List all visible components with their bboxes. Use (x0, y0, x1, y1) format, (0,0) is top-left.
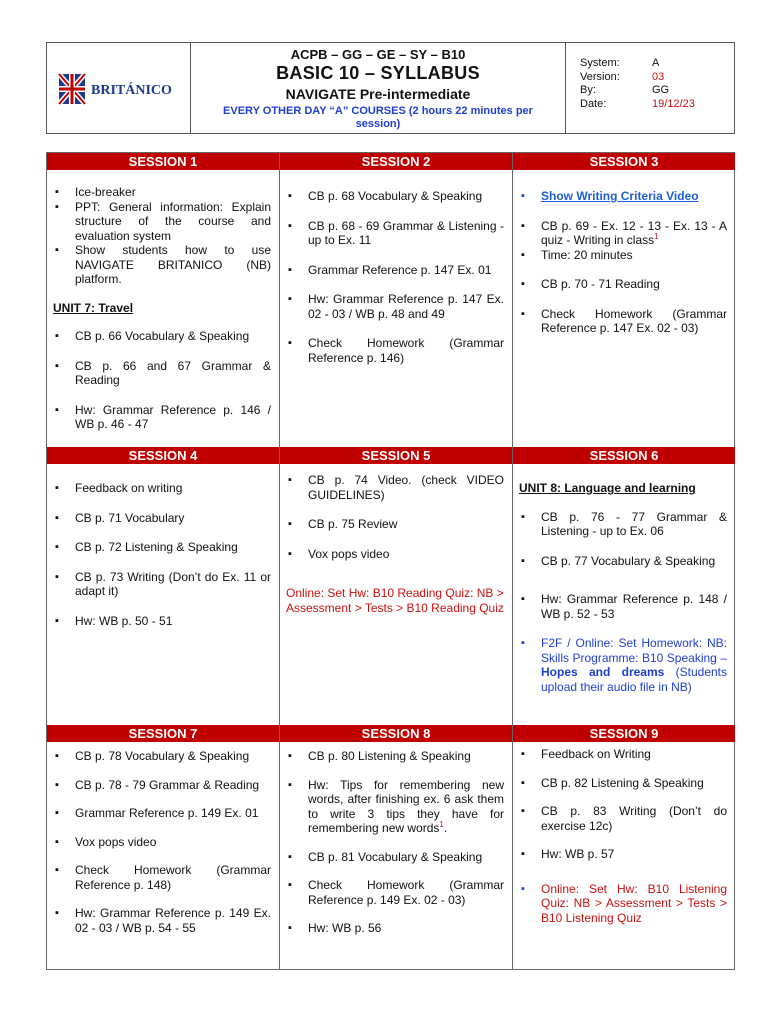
session-6-content (513, 481, 735, 694)
meta-cell (565, 43, 734, 133)
list-item: ▪ CB p. 75 Review (280, 517, 512, 532)
list-item: ▪ CB p. 72 Listening & Speaking (47, 540, 279, 555)
list-item: ▪ CB p. 80 Listening & Speaking (280, 749, 512, 764)
list-item: ▪ CB p. 70 - 71 Reading (513, 277, 735, 292)
list-item: ▪ Hw: Grammar Reference p. 149 Ex. 02 - 03 / WB p. 54 - 55 (47, 906, 279, 935)
session-9-content (513, 747, 735, 925)
document-code: ACPB – GG – GE – SY – B10 (290, 47, 466, 62)
list-item: ▪ Hw: WB p. 50 - 51 (47, 614, 279, 629)
session-6-header: SESSION 6 (513, 447, 735, 464)
list-item: ▪ Hw: Grammar Reference p. 146 / WB p. 46 - 47 (47, 403, 279, 432)
item-text: Hw: Tips for remembering new words, after finishing ex. 6 ask them to write 3 tips they have for remembering new words (308, 777, 504, 835)
session-7-header: SESSION 7 (47, 725, 279, 742)
meta-value: GG (652, 84, 670, 96)
logo-text: BRITÁNICO (91, 83, 172, 98)
session-3-content (513, 189, 735, 336)
list-item: ▪ CB p. 78 Vocabulary & Speaking (47, 749, 279, 764)
list-item: ▪ Check Homework (Grammar Reference p. 149 Ex. 02 - 03) (280, 878, 512, 907)
logo-cell (47, 43, 191, 133)
meta-table (580, 57, 712, 111)
session-4-header: SESSION 4 (47, 447, 279, 464)
list-item: ▪ CB p. 82 Listening & Speaking (513, 776, 735, 791)
list-item: ▪ Vox pops video (47, 835, 279, 850)
list-item: ▪ Check Homework (Grammar Reference p. 146) (280, 336, 512, 365)
item-text-end: . (443, 821, 448, 835)
session-5-header: SESSION 5 (280, 447, 512, 464)
session-3-header: SESSION 3 (513, 153, 735, 170)
britanico-logo (57, 71, 182, 107)
meta-label: System: (580, 57, 620, 69)
meta-label: Version: (580, 70, 620, 83)
session-1-content (47, 185, 279, 432)
list-item: ▪ Hw: Grammar Reference p. 148 / WB p. 52 - 53 (513, 592, 735, 621)
list-item: ▪ CB p. 68 - 69 Grammar & Listening - up to Ex. 11 (280, 219, 512, 248)
list-item: ▪ CB p. 66 Vocabulary & Speaking (47, 329, 279, 344)
list-item: ▪ Vox pops video (280, 547, 512, 562)
list-item: ▪ Show students how to use NAVIGATE BRITANICO (NB) platform. (47, 243, 279, 287)
syllabus-grid (46, 152, 735, 970)
item-text: CB p. 69 - Ex. 12 - 13 - Ex. 13 - A quiz - Writing in class (541, 218, 727, 247)
session-2-content (280, 189, 512, 365)
list-item: ▪ Feedback on Writing (513, 747, 735, 762)
writing-criteria-video-link[interactable]: Show Writing Criteria Video (541, 189, 699, 203)
title-cell (190, 43, 566, 133)
list-item: ▪ CB p. 66 and 67 Grammar & Reading (47, 359, 279, 388)
session-9-header: SESSION 9 (513, 725, 735, 742)
unit-heading: UNIT 7: Travel (53, 300, 134, 315)
list-item: ▪ Grammar Reference p. 149 Ex. 01 (47, 806, 279, 821)
list-item: ▪ CB p. 74 Video. (check VIDEO GUIDELINES) (280, 473, 512, 502)
list-item: ▪ Hw: WB p. 56 (280, 921, 512, 936)
list-item: ▪ Grammar Reference p. 147 Ex. 01 (280, 263, 512, 278)
list-item (513, 219, 735, 248)
session-4-content (47, 481, 279, 628)
list-item: ▪ Hw: Grammar Reference p. 147 Ex. 02 - 03 / WB p. 48 and 49 (280, 292, 512, 321)
session-1-header: SESSION 1 (47, 153, 279, 170)
session-5-content (280, 473, 512, 615)
list-item (513, 636, 735, 694)
footnote-ref: 1 (439, 820, 444, 829)
meta-value: A (652, 57, 660, 69)
list-item: ▪ Hw: WB p. 57 (513, 847, 735, 862)
f2f-text: F2F / Online: Set Homework: NB: Skills Programme: B10 Speaking – (541, 636, 727, 665)
footnote-ref: 1 (654, 232, 659, 241)
hopes-and-dreams: Hopes and dreams (541, 665, 665, 679)
list-item: ▪ Feedback on writing (47, 481, 279, 496)
session-8-header: SESSION 8 (280, 725, 512, 742)
list-item (280, 778, 512, 836)
list-item: ▪ PPT: General information: Explain structure of the course and evaluation system (47, 200, 279, 244)
list-item: ▪ CB p. 83 Writing (Don’t do exercise 12c) (513, 804, 735, 833)
session-8-content (280, 749, 512, 936)
f2f-text: (Students upload their audio file in NB) (541, 665, 727, 694)
list-item: ▪ Check Homework (Grammar Reference p. 148) (47, 863, 279, 892)
meta-value: 19/12/23 (652, 97, 695, 110)
list-item: ▪ Time: 20 minutes (513, 248, 735, 263)
document-header (46, 42, 735, 134)
session-7-content (47, 749, 279, 935)
meta-label: By: (580, 84, 596, 96)
list-item: ▪ CB p. 71 Vocabulary (47, 511, 279, 526)
list-item: ▪ CB p. 73 Writing (Don’t do Ex. 11 or adapt it) (47, 570, 279, 599)
list-item: ▪ CB p. 81 Vocabulary & Speaking (280, 850, 512, 865)
course-subtitle: NAVIGATE Pre-intermediate (285, 86, 471, 102)
list-item: ▪ CB p. 76 - 77 Grammar & Listening - up to Ex. 06 (513, 510, 735, 539)
meta-label: Date: (580, 97, 607, 110)
list-item: ▪ CB p. 77 Vocabulary & Speaking (513, 554, 735, 569)
course-frequency: EVERY OTHER DAY “A” COURSES (2 hours 22 minutes per session) (223, 105, 533, 130)
list-item: ▪ Ice-breaker (47, 185, 279, 200)
list-item: ▪ Online: Set Hw: B10 Listening Quiz: NB > Assessment > Tests > B10 Listening Quiz (513, 882, 735, 926)
unit-heading: UNIT 8: Language and learning (519, 481, 696, 495)
list-item: ▪ CB p. 68 Vocabulary & Speaking (280, 189, 512, 204)
meta-value: 03 (652, 70, 665, 83)
online-reading-quiz-note: Online: Set Hw: B10 Reading Quiz: NB > Assessment > Tests > B10 Reading Quiz (286, 586, 504, 615)
list-item: ▪ CB p. 78 - 79 Grammar & Reading (47, 778, 279, 793)
list-item: ▪ Check Homework (Grammar Reference p. 147 Ex. 02 - 03) (513, 307, 735, 336)
page-title: BASIC 10 – SYLLABUS (276, 63, 480, 83)
list-item (513, 189, 735, 204)
session-2-header: SESSION 2 (280, 153, 512, 170)
